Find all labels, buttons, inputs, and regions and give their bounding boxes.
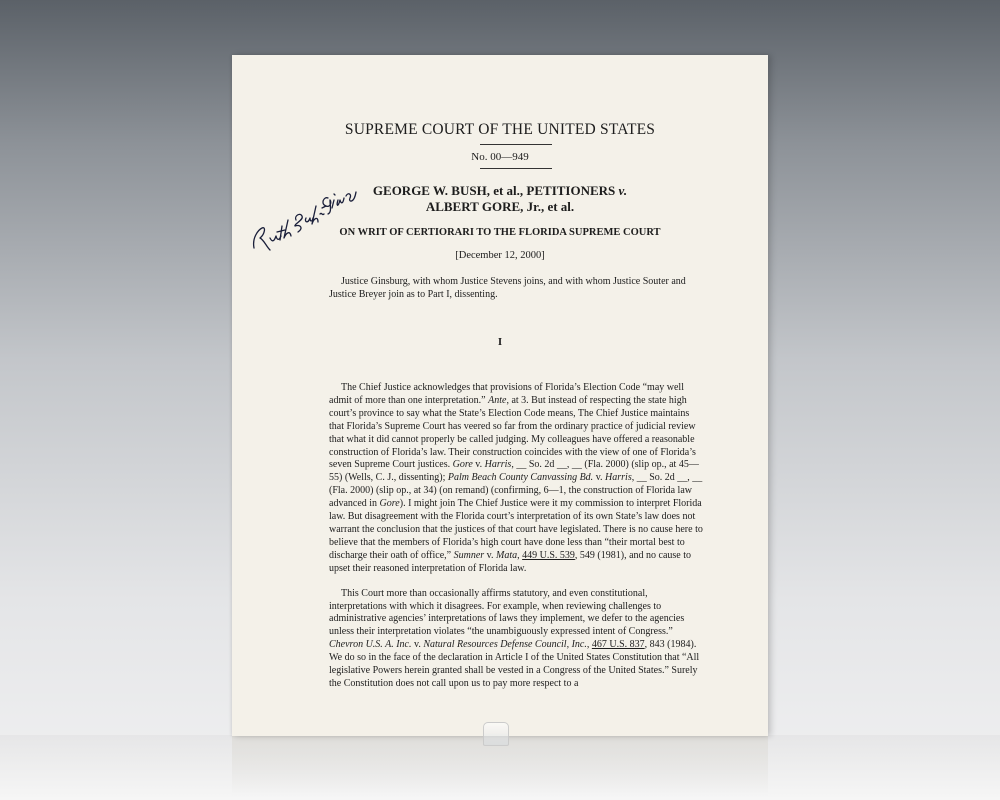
docket-rule — [480, 168, 552, 169]
opinion-intro: Justice Ginsburg, with whom Justice Stevens joins, and with whom Justice Souter and Justice Breyer join as to Part I, dissenting. — [329, 276, 686, 300]
citation-link: 467 U.S. 837 — [591, 639, 645, 651]
opinion-body — [329, 382, 704, 703]
court-title: SUPREME COURT OF THE UNITED STATES — [344, 121, 656, 138]
citation-link: 449 U.S. 539 — [522, 549, 575, 561]
decision-date: [December 12, 2000] — [455, 250, 545, 261]
writ-heading: ON WRIT OF CERTIORARI TO THE FLORIDA SUPREME COURT — [339, 227, 661, 238]
acrylic-stand-clip — [483, 722, 509, 746]
handwritten-signature — [250, 178, 360, 258]
versus: v. — [618, 183, 628, 198]
paragraph-1: The Chief Justice acknowledges that provisions of Florida’s Election Code “may well admit of more than one interpretation.” Ante, at 3. But instead of respecting the state high court’s province to say what the State’s Election Code means, The Chief Justice maintains that Florida’s Supreme Court has veered so far from the ordinary practice of judicial review that what it did cannot properly be called judging. My colleagues have offered a reasonable construction of Florida’s law. Their construction coincides with the view of one of Florida’s seven Supreme Court justices. Gore v. Harris, __ So. 2d __, __ (Fla. 2000) (slip op., at 45—55) (Wells, C. J., dissenting); Palm Beach County Canvassing Bd. v. Harris, __ So. 2d __, __ (Fla. 2000) (slip op., at 34) (on remand) (confirming, 6—1, the construction of Florida law advanced in Gore). I might join The Chief Justice were it my commission to interpret Florida law. But disagreement with the Florida court’s interpretation of its own State’s law does not warrant the conclusion that the justices of that court have legislated. There is no cause here to believe that the members of Florida’s high court have done less than “their mortal best to discharge their oath of office,” Sumner v. Mata, 449 U.S. 539, 549 (1981), and no cause to upset their reasoned interpretation of Florida law. — [329, 382, 703, 574]
title-rule — [480, 144, 552, 145]
paragraph-2: This Court more than occasionally affirms statutory, and even constitutional, interpretations with which it disagrees. For example, when reviewing challenges to administrative agencies’ interpretations of laws they implement, we defer to the agencies unless their interpretation violates “the unambiguously expressed intent of Congress.” Chevron U.S. A. Inc. v. Natural Resources Defense Council, Inc., 467 U.S. 837, 843 (1984). We do so in the face of the declaration in Article I of the United States Constitution that “All legislative Powers herein granted shall be vested in a Congress of the United States.” Surely the Constitution does not call upon us to pay more respect to a — [329, 587, 700, 689]
docket-number: No. 00—949 — [471, 151, 529, 163]
respondents: ALBERT GORE, Jr., et al. — [425, 199, 575, 214]
petitioners: GEORGE W. BUSH, et al., PETITIONERS — [372, 183, 616, 198]
section-number: I — [497, 336, 503, 348]
court-opinion-page — [232, 55, 768, 736]
